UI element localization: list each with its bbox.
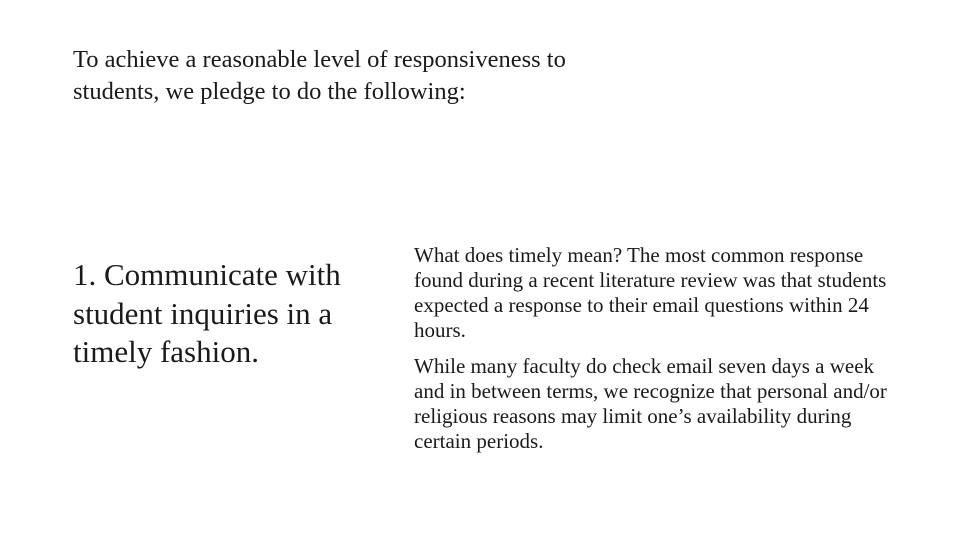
explanation-block [414, 243, 904, 465]
explanation-paragraph-timely: What does timely mean? The most common response found during a recent literature review was that students expected a response to their email questions within 24 hours. [414, 243, 887, 342]
explanation-paragraph-availability: While many faculty do check email seven days a week and in between terms, we recognize that personal and/or religious reasons may limit one’s availability during certain periods. [414, 354, 887, 453]
pledge-point-1: 1. Communicate with student inquiries in a timely fashion. [73, 257, 341, 369]
intro-text: To achieve a reasonable level of responsiveness to students, we pledge to do the following: [73, 46, 566, 105]
